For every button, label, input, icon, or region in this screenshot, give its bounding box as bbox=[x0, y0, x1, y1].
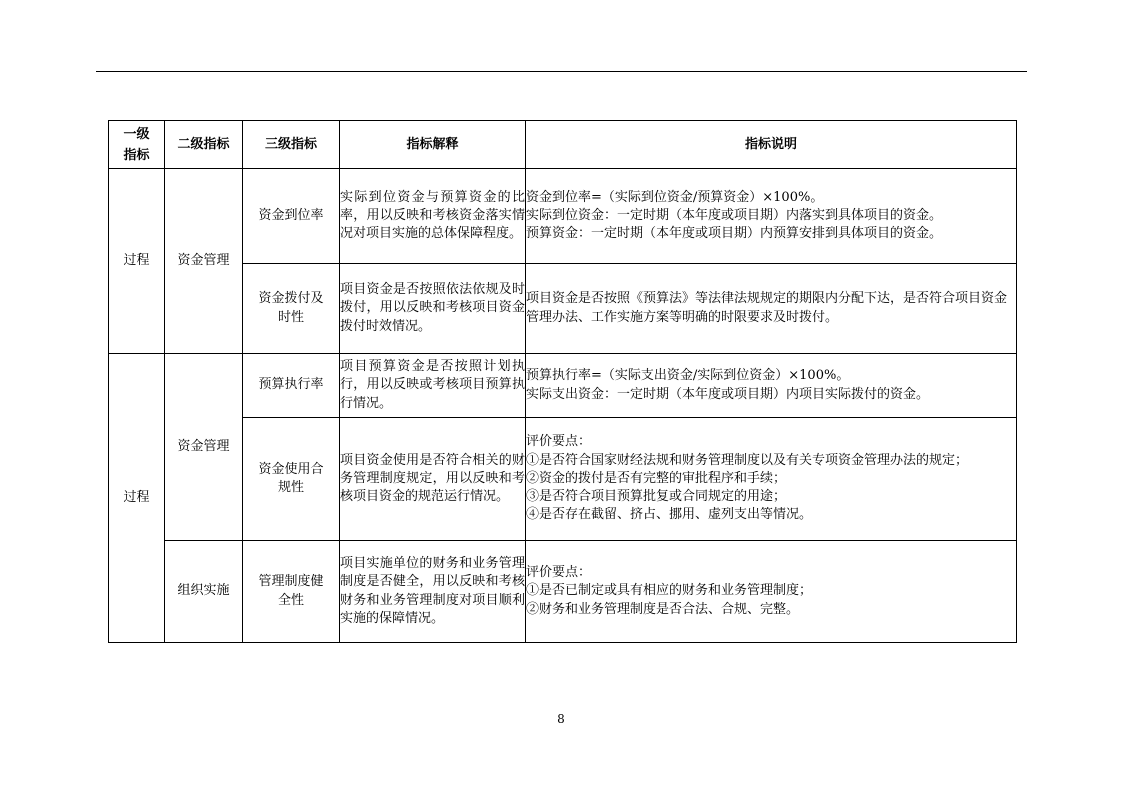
level1-cell: 过程 bbox=[109, 169, 165, 354]
header-explanation: 指标解释 bbox=[340, 121, 526, 169]
table-row bbox=[109, 264, 1017, 354]
explanation-cell: 项目资金是否按照依法依规及时拨付，用以反映和考核项目资金拨付时效情况。 bbox=[340, 264, 526, 354]
description-line: ①是否符合国家财经法规和财务管理制度以及有关专项资金管理办法的规定； bbox=[526, 452, 969, 468]
header-rule bbox=[96, 71, 1027, 72]
table-row bbox=[109, 354, 1017, 418]
description-line: 实际支出资金：一定时期（本年度或项目期）内项目实际拨付的资金。 bbox=[526, 386, 930, 402]
description-cell bbox=[526, 541, 1017, 643]
description-cell bbox=[526, 354, 1017, 418]
level1-cell: 过程 bbox=[109, 354, 165, 643]
description-line: ②财务和业务管理制度是否合法、合规、完整。 bbox=[526, 601, 800, 617]
description-line: 评价要点： bbox=[526, 565, 592, 581]
header-level1: 一级 指标 bbox=[109, 121, 165, 169]
level3-cell: 资金使用合规性 bbox=[243, 418, 340, 541]
explanation-cell: 项目预算资金是否按照计划执行，用以反映或考核项目预算执行情况。 bbox=[340, 354, 526, 418]
level3-cell: 预算执行率 bbox=[243, 354, 340, 418]
description-line: 预算资金：一定时期（本年度或项目期）内预算安排到具体项目的资金。 bbox=[526, 226, 943, 242]
table-row bbox=[109, 541, 1017, 643]
description-line: 预算执行率=（实际支出资金/实际到位资金）×100%。 bbox=[526, 368, 850, 384]
table-header-row bbox=[109, 121, 1017, 169]
description-line: 资金到位率=（实际到位资金/预算资金）×100%。 bbox=[526, 189, 824, 205]
level2-cell: 资金管理 bbox=[165, 169, 243, 354]
table-row bbox=[109, 418, 1017, 541]
indicator-table bbox=[108, 120, 1017, 643]
header-level3: 三级指标 bbox=[243, 121, 340, 169]
description-line: ④是否存在截留、挤占、挪用、虚列支出等情况。 bbox=[526, 507, 813, 523]
description-line: ①是否已制定或具有相应的财务和业务管理制度； bbox=[526, 583, 813, 599]
explanation-cell: 项目资金使用是否符合相关的财务管理制度规定，用以反映和考核项目资金的规范运行情况。 bbox=[340, 418, 526, 541]
level3-cell: 管理制度健全性 bbox=[243, 541, 340, 643]
description-cell bbox=[526, 418, 1017, 541]
header-description: 指标说明 bbox=[526, 121, 1017, 169]
description-line: 实际到位资金：一定时期（本年度或项目期）内落实到具体项目的资金。 bbox=[526, 207, 943, 223]
explanation-cell: 实际到位资金与预算资金的比率，用以反映和考核资金落实情况对项目实施的总体保障程度。 bbox=[340, 169, 526, 264]
level2-cell: 资金管理 bbox=[165, 354, 243, 541]
description-cell bbox=[526, 264, 1017, 354]
header-level2: 二级指标 bbox=[165, 121, 243, 169]
level2-cell: 组织实施 bbox=[165, 541, 243, 643]
description-cell bbox=[526, 169, 1017, 264]
description-line: 项目资金是否按照《预算法》等法律法规规定的期限内分配下达，是否符合项目资金管理办法、工作实施方案等明确的时限要求及时拨付。 bbox=[526, 291, 1008, 325]
page-number: 8 bbox=[557, 712, 565, 726]
level3-cell: 资金拨付及时性 bbox=[243, 264, 340, 354]
description-line: 评价要点： bbox=[526, 434, 592, 450]
table-row bbox=[109, 169, 1017, 264]
description-line: ③是否符合项目预算批复或合同规定的用途； bbox=[526, 489, 787, 505]
description-line: ②资金的拨付是否有完整的审批程序和手续； bbox=[526, 470, 787, 486]
explanation-cell: 项目实施单位的财务和业务管理制度是否健全，用以反映和考核财务和业务管理制度对项目顺利实施的保障情况。 bbox=[340, 541, 526, 643]
level3-cell: 资金到位率 bbox=[243, 169, 340, 264]
